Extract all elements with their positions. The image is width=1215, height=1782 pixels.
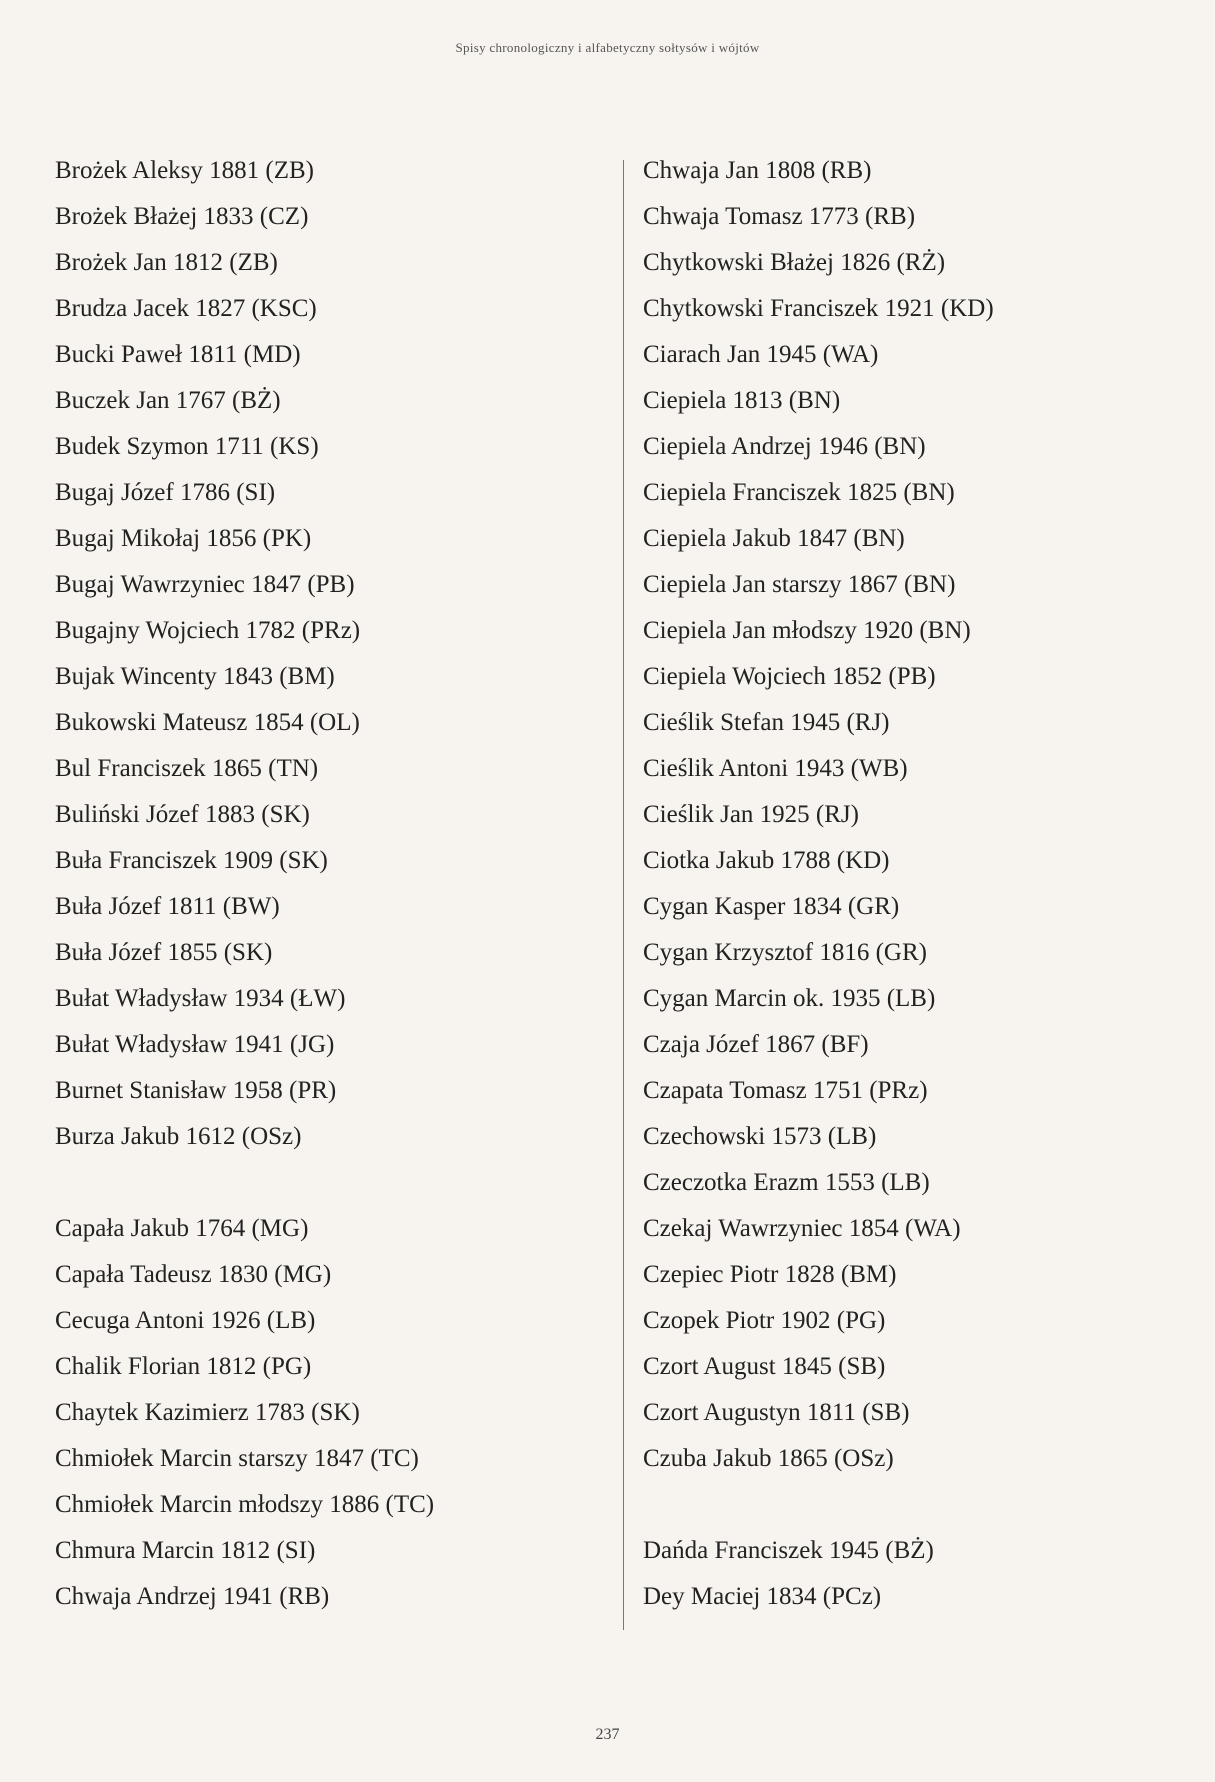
list-item: Bucki Paweł 1811 (MD)	[55, 341, 301, 368]
list-item: Czechowski 1573 (LB)	[643, 1123, 877, 1150]
list-item: Bujak Wincenty 1843 (BM)	[55, 663, 335, 690]
list-item: Cecuga Antoni 1926 (LB)	[55, 1307, 316, 1334]
list-item: Czort August 1845 (SB)	[643, 1353, 886, 1380]
list-item: Czaja Józef 1867 (BF)	[643, 1031, 869, 1058]
list-item: Ciepiela Andrzej 1946 (BN)	[643, 433, 926, 460]
list-item: Dey Maciej 1834 (PCz)	[643, 1583, 882, 1610]
list-item: Buła Franciszek 1909 (SK)	[55, 847, 328, 874]
page-number: 237	[595, 1726, 620, 1743]
column-divider	[623, 160, 624, 1630]
list-item: Bul Franciszek 1865 (TN)	[55, 755, 319, 782]
list-item: Brożek Błażej 1833 (CZ)	[55, 203, 309, 230]
list-item: Ciepiela Franciszek 1825 (BN)	[643, 479, 955, 506]
list-item: Bugaj Wawrzyniec 1847 (PB)	[55, 571, 355, 598]
list-item: Czort Augustyn 1811 (SB)	[643, 1399, 910, 1426]
list-item: Chaytek Kazimierz 1783 (SK)	[55, 1399, 360, 1426]
list-item: Dańda Franciszek 1945 (BŻ)	[643, 1537, 934, 1564]
list-item: Buła Józef 1811 (BW)	[55, 893, 280, 920]
list-item: Brożek Aleksy 1881 (ZB)	[55, 157, 314, 184]
list-item: Buliński Józef 1883 (SK)	[55, 801, 310, 828]
list-item: Czepiec Piotr 1828 (BM)	[643, 1261, 897, 1288]
list-item: Ciepiela Jakub 1847 (BN)	[643, 525, 905, 552]
list-item: Ciarach Jan 1945 (WA)	[643, 341, 879, 368]
list-item: Cieślik Stefan 1945 (RJ)	[643, 709, 890, 736]
list-item: Ciepiela Wojciech 1852 (PB)	[643, 663, 936, 690]
list-item: Chmiołek Marcin starszy 1847 (TC)	[55, 1445, 419, 1472]
list-item: Cieślik Antoni 1943 (WB)	[643, 755, 908, 782]
list-item: Bugaj Józef 1786 (SI)	[55, 479, 276, 506]
list-item: Capała Jakub 1764 (MG)	[55, 1215, 309, 1242]
list-item: Chwaja Andrzej 1941 (RB)	[55, 1583, 330, 1610]
list-item: Brudza Jacek 1827 (KSC)	[55, 295, 317, 322]
list-item: Chytkowski Franciszek 1921 (KD)	[643, 295, 994, 322]
list-item: Ciepiela Jan młodszy 1920 (BN)	[643, 617, 971, 644]
list-item: Czuba Jakub 1865 (OSz)	[643, 1445, 894, 1472]
list-item: Ciepiela Jan starszy 1867 (BN)	[643, 571, 956, 598]
list-item: Chmiołek Marcin młodszy 1886 (TC)	[55, 1491, 435, 1518]
list-item: Cieślik Jan 1925 (RJ)	[643, 801, 859, 828]
list-item: Bułat Władysław 1934 (ŁW)	[55, 985, 346, 1012]
list-item: Ciepiela 1813 (BN)	[643, 387, 841, 414]
list-item: Burza Jakub 1612 (OSz)	[55, 1123, 302, 1150]
list-item: Buła Józef 1855 (SK)	[55, 939, 273, 966]
list-item: Cygan Kasper 1834 (GR)	[643, 893, 900, 920]
list-item: Bukowski Mateusz 1854 (OL)	[55, 709, 360, 736]
list-item: Chytkowski Błażej 1826 (RŻ)	[643, 249, 946, 276]
list-item: Cygan Marcin ok. 1935 (LB)	[643, 985, 936, 1012]
list-item: Buczek Jan 1767 (BŻ)	[55, 387, 281, 414]
list-item: Bugaj Mikołaj 1856 (PK)	[55, 525, 312, 552]
list-item: Bułat Władysław 1941 (JG)	[55, 1031, 335, 1058]
list-item: Chmura Marcin 1812 (SI)	[55, 1537, 316, 1564]
list-item: Brożek Jan 1812 (ZB)	[55, 249, 278, 276]
list-item: Chalik Florian 1812 (PG)	[55, 1353, 312, 1380]
list-item: Capała Tadeusz 1830 (MG)	[55, 1261, 332, 1288]
list-item: Czekaj Wawrzyniec 1854 (WA)	[643, 1215, 961, 1242]
list-item: Bugajny Wojciech 1782 (PRz)	[55, 617, 361, 644]
running-header: Spisy chronologiczny i alfabetyczny sołtysów i wójtów	[455, 40, 760, 55]
list-item: Czapata Tomasz 1751 (PRz)	[643, 1077, 928, 1104]
list-item: Czeczotka Erazm 1553 (LB)	[643, 1169, 930, 1196]
list-item: Budek Szymon 1711 (KS)	[55, 433, 319, 460]
list-item: Czopek Piotr 1902 (PG)	[643, 1307, 886, 1334]
list-item: Ciotka Jakub 1788 (KD)	[643, 847, 890, 874]
list-item: Burnet Stanisław 1958 (PR)	[55, 1077, 337, 1104]
list-item: Cygan Krzysztof 1816 (GR)	[643, 939, 927, 966]
list-item: Chwaja Tomasz 1773 (RB)	[643, 203, 916, 230]
list-item: Chwaja Jan 1808 (RB)	[643, 157, 872, 184]
